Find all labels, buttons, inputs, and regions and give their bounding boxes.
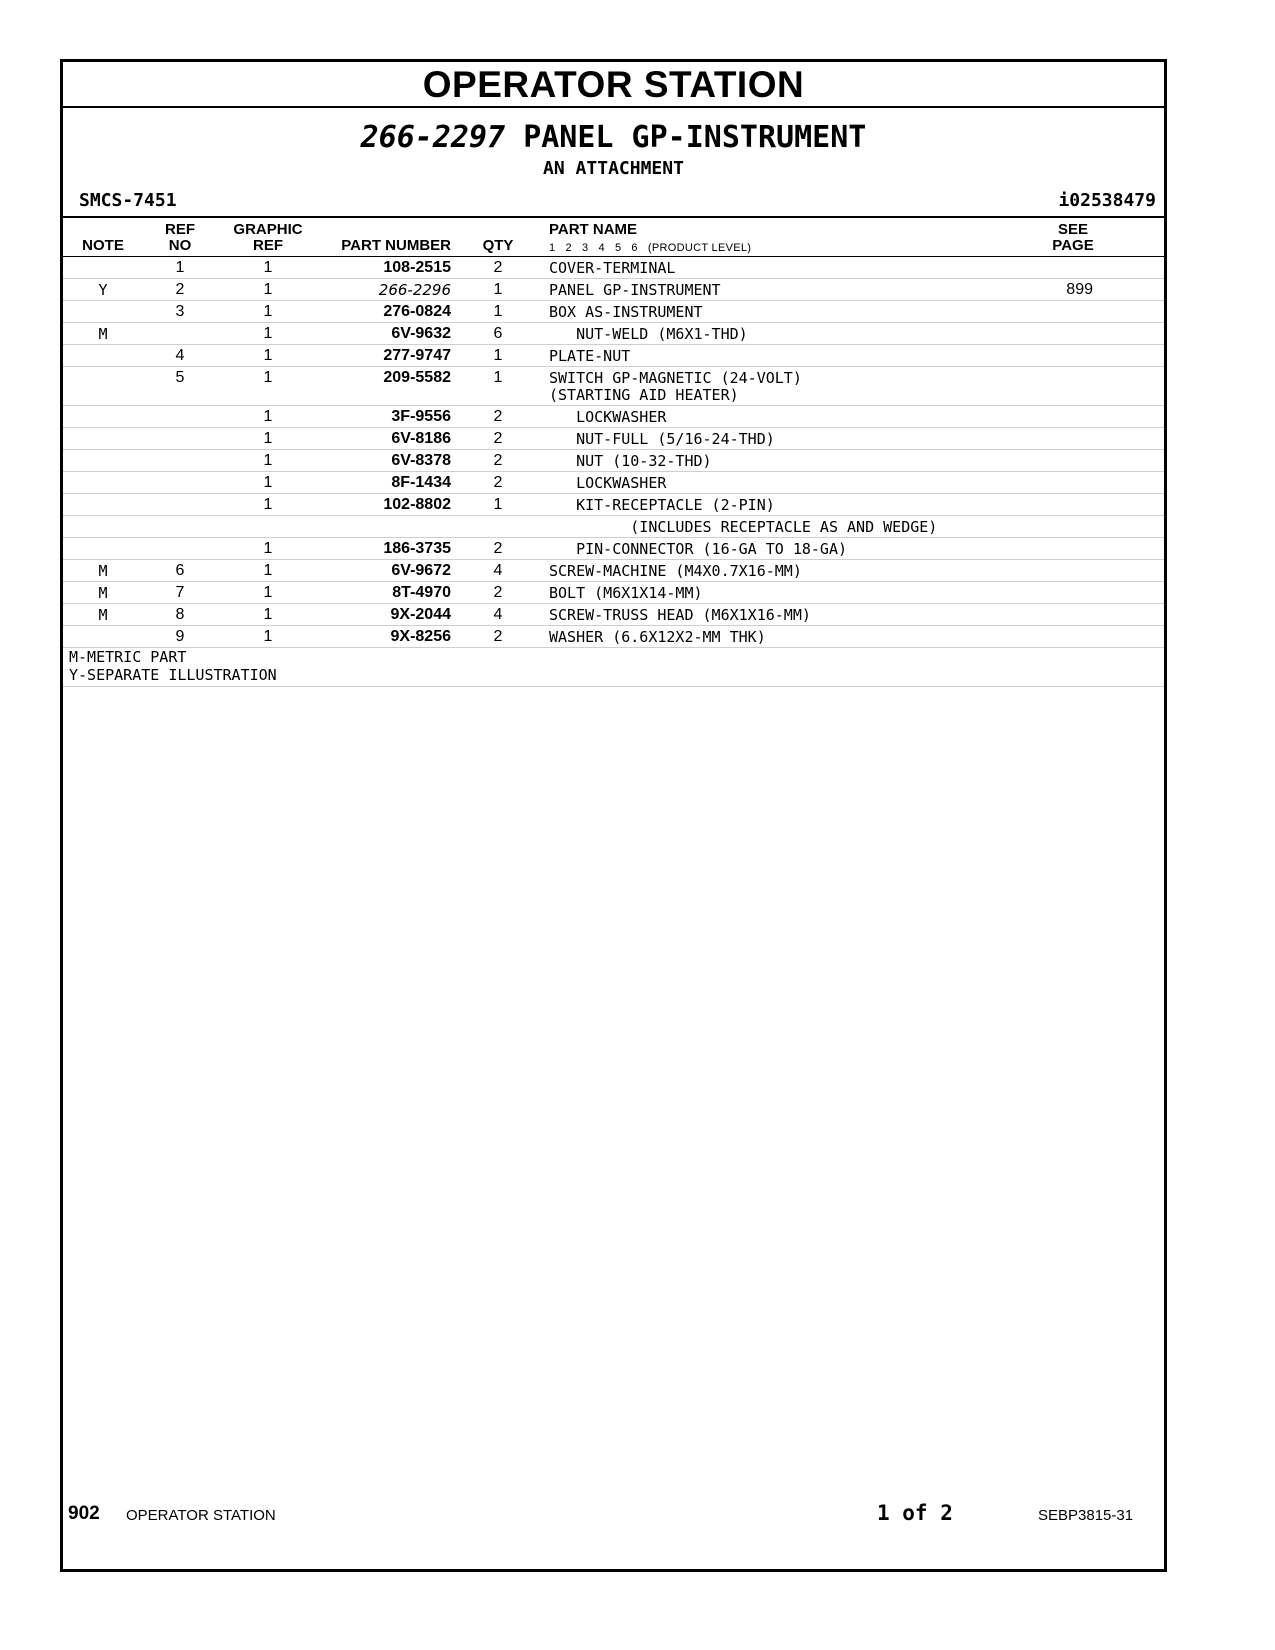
row-ref-no: 7: [175, 584, 185, 601]
footer-page-number: 902: [68, 1503, 100, 1524]
row-graphic-ref: 1: [263, 628, 273, 645]
row-graphic-ref: 1: [263, 259, 273, 276]
row-ref-no: 3: [175, 303, 185, 320]
row-graphic-ref: 1: [263, 606, 273, 623]
table-row: [63, 323, 1164, 345]
group-part-number: 266-2297: [360, 120, 506, 155]
row-ref-no: 4: [175, 347, 185, 364]
row-part-name: BOLT (M6X1X14-MM): [549, 584, 703, 602]
table-row: [63, 345, 1164, 367]
table-row: [63, 472, 1164, 494]
table-row: [63, 279, 1164, 301]
parts-table-body: [63, 257, 1164, 648]
row-part-name: LOCKWASHER: [549, 474, 667, 492]
col-graphic-ref-line2: REF: [253, 237, 283, 254]
row-part-name: WASHER (6.6X12X2-MM THK): [549, 628, 766, 646]
row-qty: 4: [493, 562, 503, 579]
col-note: NOTE: [82, 237, 124, 254]
note-metric-part: M-METRIC PART: [69, 648, 187, 666]
row-graphic-ref: 1: [263, 452, 273, 469]
row-qty: 6: [493, 325, 503, 342]
parts-page-frame: [60, 59, 1167, 1572]
table-row: [63, 301, 1164, 323]
row-graphic-ref: 1: [263, 281, 273, 298]
row-graphic-ref: 1: [263, 325, 273, 342]
table-row: [63, 560, 1164, 582]
row-ref-no: 8: [175, 606, 185, 623]
row-part-name-continued: (STARTING AID HEATER): [549, 386, 739, 404]
row-part-number: 6V-9632: [391, 325, 451, 342]
row-part-number: 102-8802: [383, 496, 451, 513]
footer-page-count: 1 of 2: [877, 1501, 953, 1525]
group-heading: [63, 108, 1164, 218]
col-graphic-ref-line1: GRAPHIC: [233, 221, 303, 238]
smcs-code: SMCS-7451: [79, 190, 177, 211]
row-qty: 1: [493, 369, 503, 386]
row-qty: 1: [493, 281, 503, 298]
row-graphic-ref: 1: [263, 430, 273, 447]
group-part-name: PANEL GP-INSTRUMENT: [523, 120, 867, 155]
row-part-number: 276-0824: [383, 303, 451, 320]
row-graphic-ref: 1: [263, 584, 273, 601]
row-qty: 2: [493, 259, 503, 276]
row-qty: 4: [493, 606, 503, 623]
row-part-number: 8T-4970: [392, 584, 451, 601]
row-part-name: SCREW-TRUSS HEAD (M6X1X16-MM): [549, 606, 811, 624]
row-qty: 2: [493, 408, 503, 425]
row-ref-no: 2: [175, 281, 185, 298]
table-row: [63, 428, 1164, 450]
row-part-name: NUT-WELD (M6X1-THD): [549, 325, 748, 343]
table-row: [63, 516, 1164, 538]
footer-section: OPERATOR STATION: [126, 1507, 276, 1524]
row-part-number: 209-5582: [383, 369, 451, 386]
col-part-name: PART NAME: [549, 221, 638, 238]
row-graphic-ref: 1: [263, 303, 273, 320]
row-part-name: (INCLUDES RECEPTACLE AS AND WEDGE): [549, 518, 938, 536]
row-graphic-ref: 1: [263, 540, 273, 557]
row-qty: 2: [493, 430, 503, 447]
row-qty: 2: [493, 452, 503, 469]
col-ref-no-line1: REF: [165, 221, 195, 238]
row-qty: 1: [493, 303, 503, 320]
row-part-name: COVER-TERMINAL: [549, 259, 676, 277]
row-part-number: 266-2296: [378, 281, 451, 299]
page-footer: [0, 1503, 1275, 1533]
row-ref-no: 6: [175, 562, 185, 579]
row-part-number: 277-9747: [383, 347, 451, 364]
row-part-name: NUT-FULL (5/16-24-THD): [549, 430, 775, 448]
row-part-name: PLATE-NUT: [549, 347, 631, 365]
row-part-number: 8F-1434: [391, 474, 451, 491]
row-note: M: [98, 562, 108, 580]
notes-legend: [63, 648, 1164, 687]
note-separate-illustration: Y-SEPARATE ILLUSTRATION: [69, 666, 277, 684]
group-subtitle: AN ATTACHMENT: [543, 158, 684, 179]
row-note: M: [98, 325, 108, 343]
row-note: M: [98, 606, 108, 624]
col-ref-no-line2: NO: [168, 237, 192, 254]
group-title: [63, 120, 1164, 156]
table-row: [63, 406, 1164, 428]
row-graphic-ref: 1: [263, 496, 273, 513]
footer-document-id: SEBP3815-31: [1038, 1507, 1134, 1524]
row-part-number: 6V-9672: [391, 562, 451, 579]
row-ref-no: 9: [175, 628, 185, 645]
row-part-number: 186-3735: [383, 540, 451, 557]
illustration-id: i02538479: [1058, 190, 1156, 211]
table-header: [63, 218, 1164, 257]
row-part-number: 9X-8256: [390, 628, 451, 645]
table-row: [63, 538, 1164, 560]
col-product-level: 1 2 3 4 5 6 (PRODUCT LEVEL): [549, 242, 752, 254]
row-part-number: 6V-8186: [391, 430, 451, 447]
section-title: OPERATOR STATION: [63, 62, 1164, 108]
row-qty: 2: [493, 540, 503, 557]
row-note: M: [98, 584, 108, 602]
row-ref-no: 5: [175, 369, 185, 386]
row-part-name: KIT-RECEPTACLE (2-PIN): [549, 496, 775, 514]
row-graphic-ref: 1: [263, 369, 273, 386]
row-graphic-ref: 1: [263, 347, 273, 364]
table-row: [63, 257, 1164, 279]
row-part-name: LOCKWASHER: [549, 408, 667, 426]
row-ref-no: 1: [175, 259, 185, 276]
row-note: Y: [98, 281, 108, 299]
row-part-number: 6V-8378: [391, 452, 451, 469]
row-graphic-ref: 1: [263, 408, 273, 425]
row-graphic-ref: 1: [263, 474, 273, 491]
row-part-number: 3F-9556: [391, 408, 451, 425]
table-row: [63, 626, 1164, 648]
col-see-page-line2: PAGE: [1052, 237, 1094, 254]
row-qty: 2: [493, 474, 503, 491]
row-qty: 1: [493, 347, 503, 364]
col-qty: QTY: [482, 237, 514, 254]
row-part-name: BOX AS-INSTRUMENT: [549, 303, 703, 321]
table-row: [63, 450, 1164, 472]
table-row: [63, 494, 1164, 516]
table-row: [63, 604, 1164, 626]
row-part-name: SWITCH GP-MAGNETIC (24-VOLT): [549, 369, 802, 387]
col-part-number: PART NUMBER: [341, 237, 451, 254]
table-row: [63, 367, 1164, 406]
row-part-number: 9X-2044: [390, 606, 451, 623]
row-qty: 2: [493, 628, 503, 645]
col-see-page-line1: SEE: [1057, 221, 1088, 238]
row-part-name: NUT (10-32-THD): [549, 452, 712, 470]
row-see-page: 899: [1066, 281, 1093, 298]
row-qty: 1: [493, 496, 503, 513]
row-graphic-ref: 1: [263, 562, 273, 579]
row-qty: 2: [493, 584, 503, 601]
table-row: [63, 582, 1164, 604]
row-part-name: SCREW-MACHINE (M4X0.7X16-MM): [549, 562, 802, 580]
row-part-name: PANEL GP-INSTRUMENT: [549, 281, 721, 299]
row-part-number: 108-2515: [383, 259, 451, 276]
row-part-name: PIN-CONNECTOR (16-GA TO 18-GA): [549, 540, 848, 558]
